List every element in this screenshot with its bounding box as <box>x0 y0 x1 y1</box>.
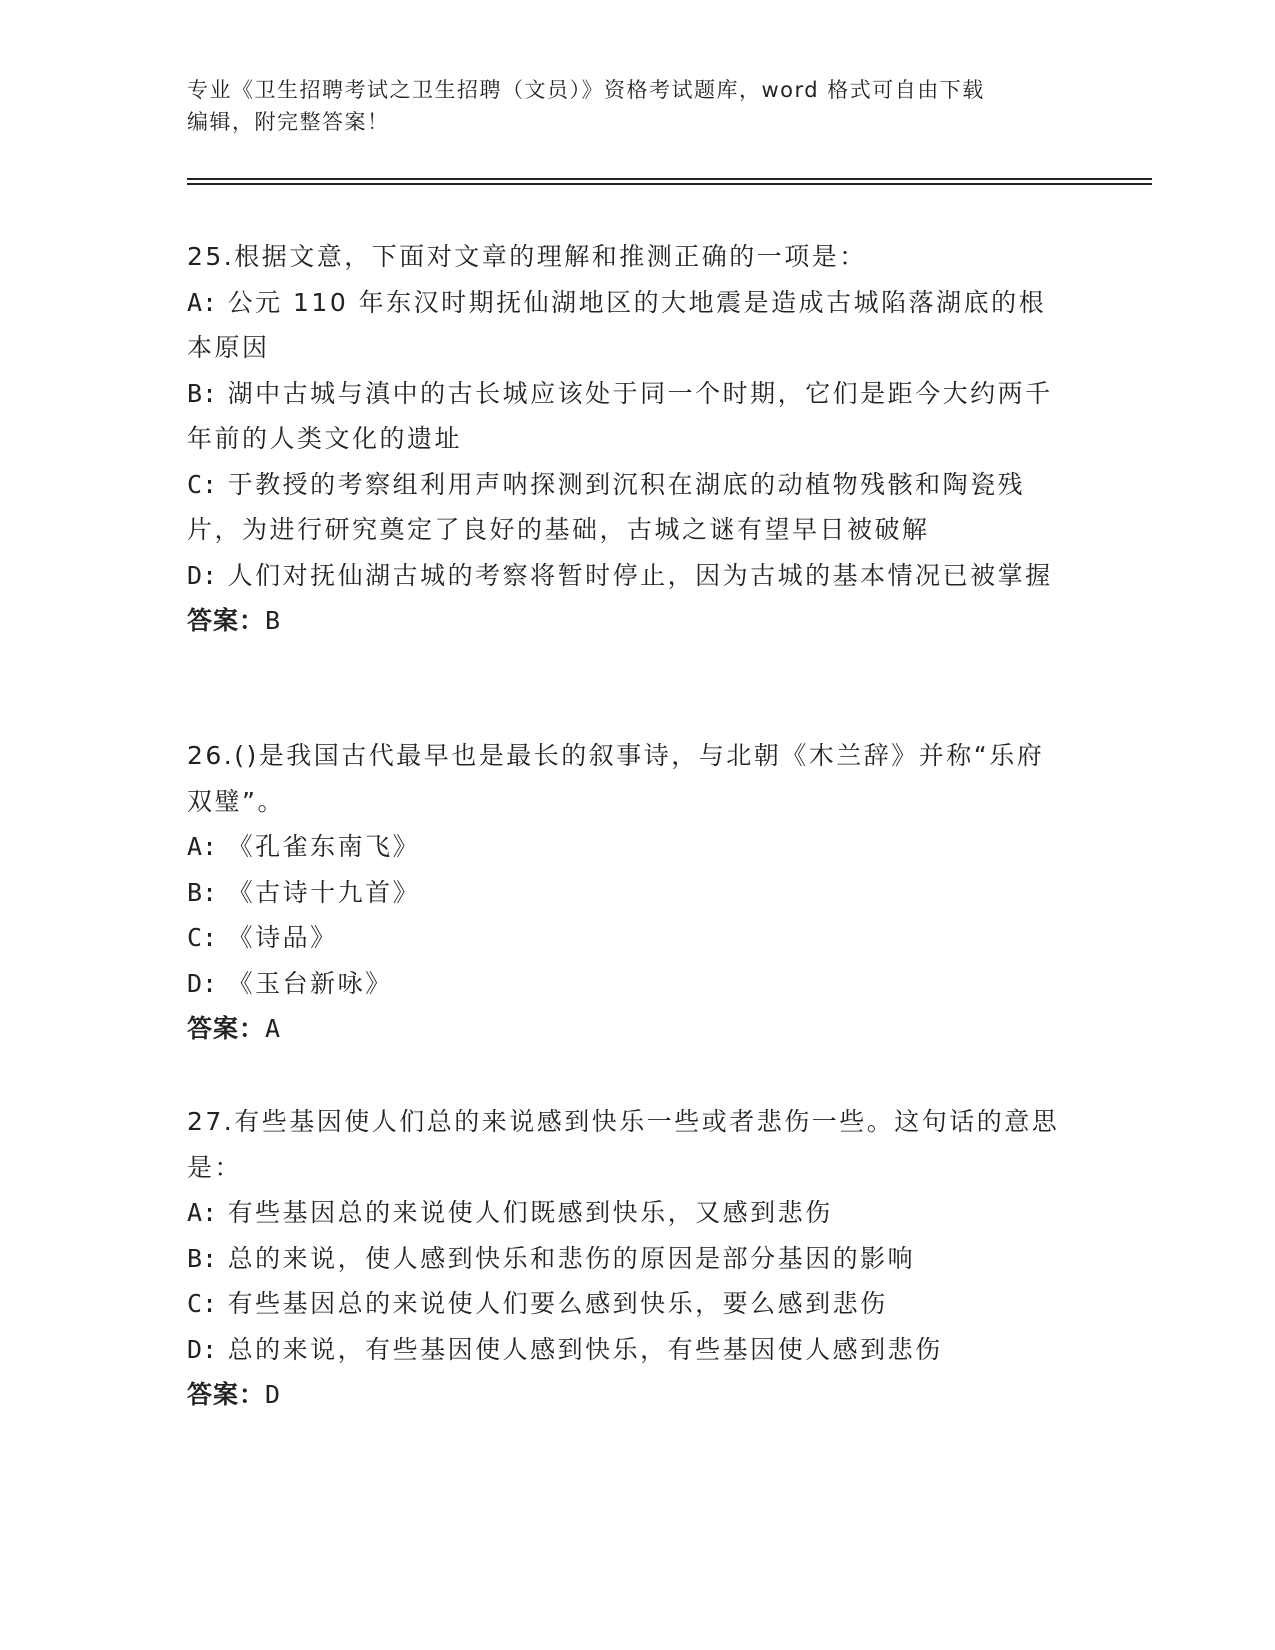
option-text: 总的来说，使人感到快乐和悲伤的原因是部分基因的影响 <box>227 1243 916 1273</box>
option-key: D: <box>187 560 218 590</box>
option-text: 公元 110 年东汉时期抚仙湖地区的大地震是造成古城陷落湖底的根本原因 <box>187 287 1047 362</box>
option-d <box>187 961 1067 1007</box>
option-a <box>187 280 1067 371</box>
header-divider-bottom <box>187 183 1152 185</box>
option-key: C: <box>187 469 218 499</box>
option-c <box>187 1281 1067 1327</box>
option-c <box>187 915 1067 961</box>
option-d <box>187 1327 1067 1373</box>
option-b <box>187 1236 1067 1282</box>
answer-label: 答案： <box>187 606 266 635</box>
option-text: 湖中古城与滇中的古长城应该处于同一个时期，它们是距今大约两千年前的人类文化的遗址 <box>187 378 1053 453</box>
option-text: 有些基因总的来说使人们要么感到快乐，要么感到悲伤 <box>227 1289 888 1318</box>
header-description-line1: 专业《卫生招聘考试之卫生招聘（文员）》资格考试题库，word 格式可自由下载 <box>187 78 985 102</box>
option-text: 有些基因总的来说使人们既感到快乐，又感到悲伤 <box>227 1198 833 1227</box>
option-a <box>187 824 1067 870</box>
option-key: D: <box>187 1334 218 1364</box>
option-text: 《玉台新咏》 <box>227 968 393 998</box>
question-stem: 27.有些基因使人们总的来说感到快乐一些或者悲伤一些。这句话的意思是： <box>187 1107 1060 1182</box>
option-text: 《孔雀东南飞》 <box>227 832 421 861</box>
answer-label: 答案： <box>187 1014 266 1043</box>
option-b <box>187 371 1067 462</box>
option-key: B: <box>187 877 218 907</box>
option-key: D: <box>187 968 218 998</box>
answer-line <box>187 1372 1067 1418</box>
answer-line <box>187 1006 1067 1052</box>
option-key: C: <box>187 1289 218 1318</box>
document-header <box>187 74 1067 138</box>
answer-value: B <box>265 606 282 635</box>
option-text: 人们对抚仙湖古城的考察将暂时停止，因为古城的基本情况已被掌握 <box>227 560 1053 590</box>
option-key: C: <box>187 923 218 952</box>
answer-label: 答案： <box>187 1380 266 1409</box>
header-divider-top <box>187 178 1152 180</box>
option-text: 总的来说，有些基因使人感到快乐，有些基因使人感到悲伤 <box>227 1334 943 1364</box>
option-text: 《诗品》 <box>227 923 338 952</box>
question-27 <box>187 1099 1067 1418</box>
option-c <box>187 462 1067 553</box>
header-description-line2: 编辑，附完整答案！ <box>187 110 390 134</box>
answer-line <box>187 598 1067 644</box>
option-d <box>187 553 1067 599</box>
option-key: A: <box>187 1198 218 1227</box>
option-key: A: <box>187 832 218 861</box>
question-25 <box>187 234 1067 644</box>
option-key: B: <box>187 378 218 408</box>
question-26 <box>187 733 1067 1052</box>
question-stem: 25.根据文意，下面对文章的理解和推测正确的一项是： <box>187 242 867 271</box>
question-stem: 26.()是我国古代最早也是最长的叙事诗，与北朝《木兰辞》并称“乐府双璧”。 <box>187 741 1045 816</box>
answer-value: D <box>265 1380 282 1409</box>
option-key: B: <box>187 1243 218 1273</box>
option-text: 于教授的考察组利用声呐探测到沉积在湖底的动植物残骸和陶瓷残片，为进行研究奠定了良好的基础，古城之谜有望早日被破解 <box>187 469 1026 544</box>
option-text: 《古诗十九首》 <box>227 877 421 907</box>
option-b <box>187 870 1067 916</box>
answer-value: A <box>265 1014 282 1043</box>
option-a <box>187 1190 1067 1236</box>
option-key: A: <box>187 287 218 317</box>
